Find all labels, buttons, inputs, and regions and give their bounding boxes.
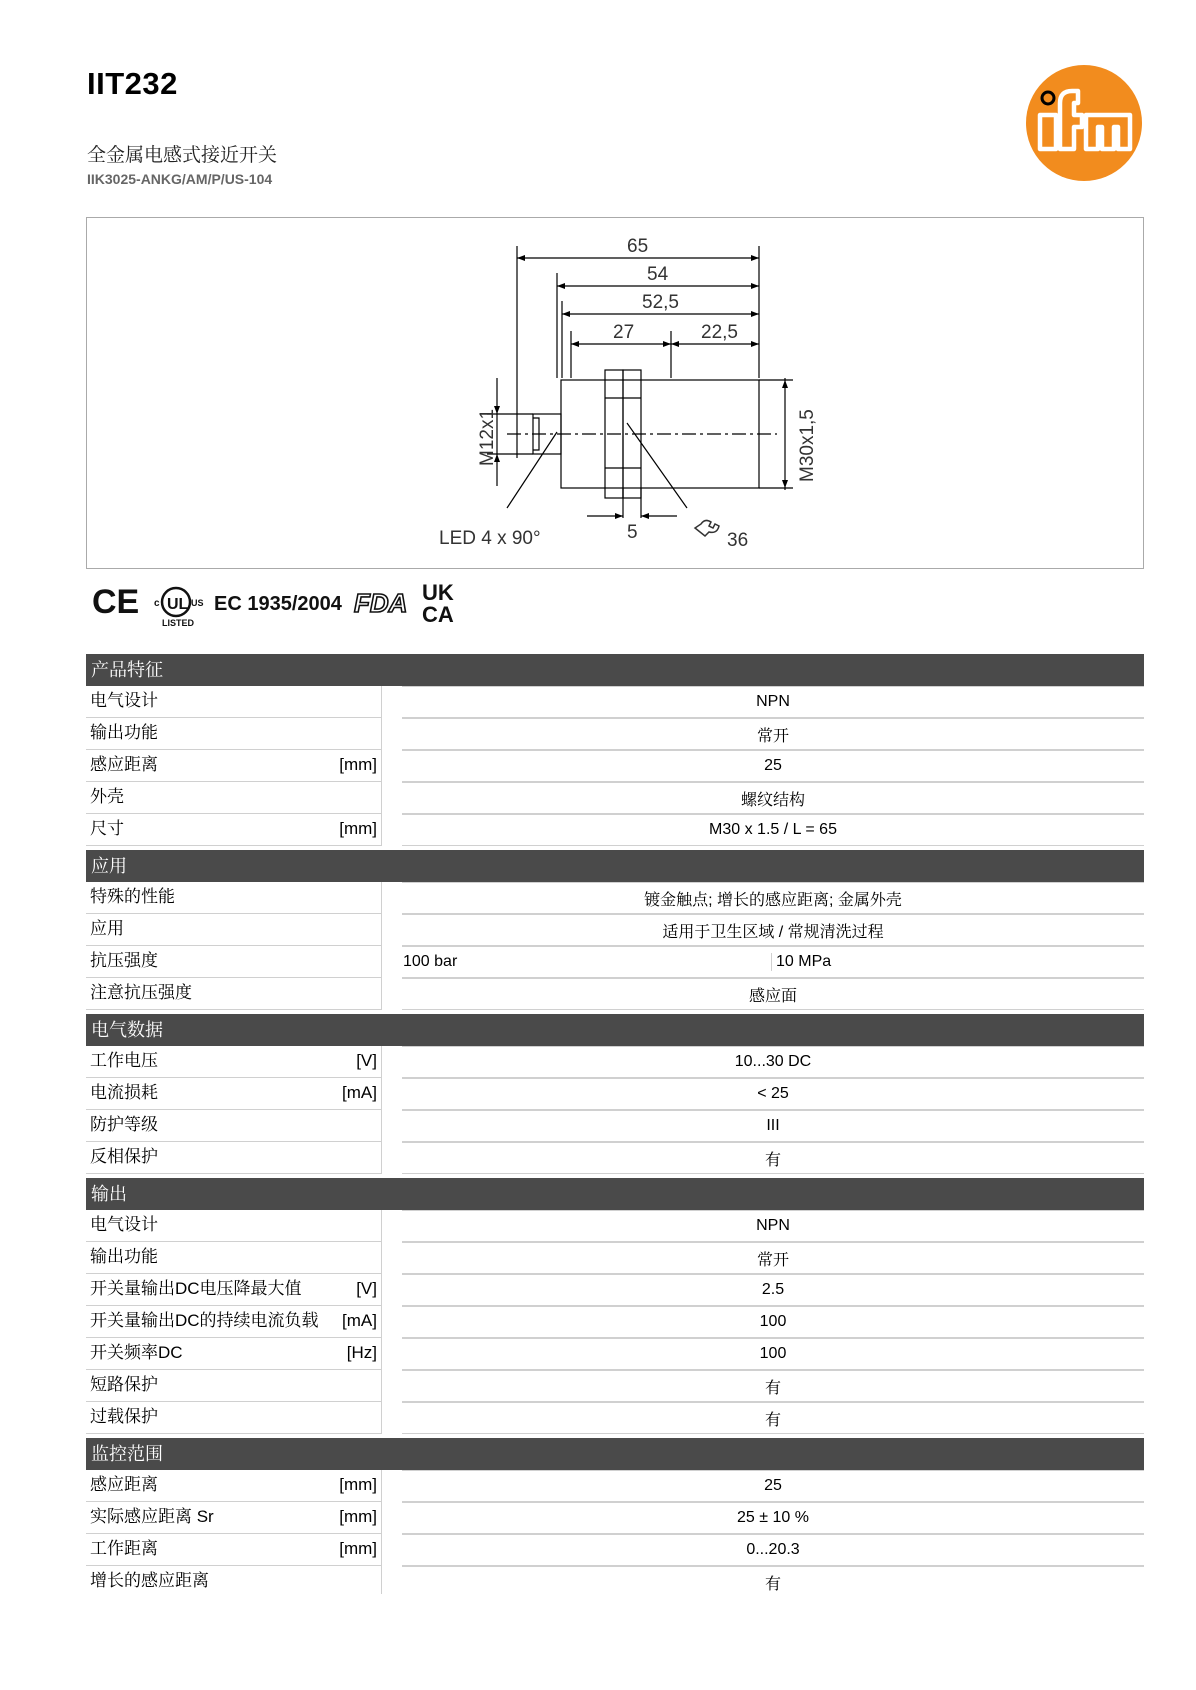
- spec-label-cell: [86, 1402, 382, 1434]
- spec-value-primary: 100 bar: [403, 953, 458, 970]
- spec-unit: [377, 686, 381, 717]
- spec-label: 感应距离: [90, 1475, 158, 1494]
- spec-label: 电气设计: [90, 1215, 158, 1234]
- spec-value: 螺纹结构: [402, 782, 1144, 814]
- spec-label-cell: [86, 718, 382, 750]
- spec-label-cell: [86, 814, 382, 846]
- led-label: LED 4 x 90°: [439, 528, 541, 549]
- spec-row: [86, 1210, 1144, 1242]
- svg-text:c: c: [154, 598, 160, 609]
- spec-unit: [V]: [356, 1051, 377, 1070]
- spec-value: 有: [402, 1402, 1144, 1434]
- spec-label-cell: [86, 1242, 382, 1274]
- spec-row: [86, 686, 1144, 718]
- spec-label-cell: [86, 882, 382, 914]
- thread-m12: M12x1: [477, 408, 498, 466]
- svg-text:FDA: FDA: [354, 588, 408, 618]
- spec-label-cell: [86, 1470, 382, 1502]
- spec-unit: [377, 1402, 381, 1433]
- spec-row: [86, 946, 1144, 978]
- spec-label-cell: [86, 782, 382, 814]
- spec-row: [86, 814, 1144, 846]
- product-subtitle: 全金属电感式接近开关: [87, 145, 278, 166]
- spec-unit: [377, 782, 381, 813]
- spec-row: [86, 1534, 1144, 1566]
- spec-value: III: [402, 1110, 1144, 1142]
- spec-value: 常开: [402, 718, 1144, 750]
- spec-label: 电流损耗: [90, 1083, 158, 1102]
- ukca-mark: [422, 580, 454, 627]
- spec-label: 输出功能: [90, 723, 158, 742]
- spec-row: [86, 1078, 1144, 1110]
- dim-22-5: 22,5: [701, 322, 738, 343]
- spec-label: 输出功能: [90, 1247, 158, 1266]
- spec-value: 0...20.3: [402, 1534, 1144, 1566]
- spec-value: 25: [402, 750, 1144, 782]
- spec-unit: [mm]: [339, 819, 377, 838]
- dim-5: 5: [627, 522, 638, 543]
- spec-row: [86, 1502, 1144, 1534]
- spec-row: [86, 978, 1144, 1010]
- spec-value: 2.5: [402, 1274, 1144, 1306]
- spec-label-cell: [86, 1306, 382, 1338]
- spec-label-cell: [86, 1534, 382, 1566]
- spec-value: 有: [402, 1142, 1144, 1174]
- spec-label: 开关频率DC: [90, 1343, 183, 1362]
- spec-value: < 25: [402, 1078, 1144, 1110]
- spec-label: 增长的感应距离: [90, 1571, 209, 1590]
- fda-mark: [354, 588, 407, 618]
- spec-value: NPN: [402, 686, 1144, 718]
- spec-unit: [V]: [356, 1279, 377, 1298]
- spec-row: [86, 1242, 1144, 1274]
- spec-label-cell: [86, 686, 382, 718]
- svg-text:US: US: [191, 598, 204, 608]
- spec-row: [86, 750, 1144, 782]
- spec-value-secondary: 10 MPa: [771, 953, 1144, 971]
- section-header: 监控范围: [86, 1438, 1144, 1470]
- spec-label-cell: [86, 914, 382, 946]
- spec-unit: [mA]: [342, 1311, 377, 1330]
- spec-row: [86, 1274, 1144, 1306]
- product-title: IIT232: [87, 66, 178, 101]
- spec-unit: [mm]: [339, 1475, 377, 1494]
- spec-unit: [377, 718, 381, 749]
- spec-label-cell: [86, 1046, 382, 1078]
- spec-value: [402, 946, 1144, 978]
- spec-label-cell: [86, 1370, 382, 1402]
- spec-value: 10...30 DC: [402, 1046, 1144, 1078]
- article-code: IIK3025-ANKG/AM/P/US-104: [87, 171, 273, 187]
- spec-value: 常开: [402, 1242, 1144, 1274]
- spec-label-cell: [86, 978, 382, 1010]
- wrench-size: 36: [727, 530, 749, 551]
- spec-row: [86, 718, 1144, 750]
- dim-52-5: 52,5: [642, 292, 679, 313]
- spec-unit: [mm]: [339, 1507, 377, 1526]
- spec-unit: [377, 1210, 381, 1241]
- spec-label-cell: [86, 1338, 382, 1370]
- spec-label: 抗压强度: [90, 951, 158, 970]
- spec-label: 电气设计: [90, 691, 158, 710]
- spec-label: 特殊的性能: [90, 887, 175, 906]
- spec-label: 过载保护: [90, 1407, 158, 1426]
- spec-label: 防护等级: [90, 1115, 158, 1134]
- spec-unit: [377, 978, 381, 1009]
- spec-unit: [377, 1566, 381, 1594]
- spec-row: [86, 1402, 1144, 1434]
- spec-value: NPN: [402, 1210, 1144, 1242]
- spec-label-cell: [86, 1566, 382, 1594]
- section-header: 应用: [86, 850, 1144, 882]
- spec-label: 应用: [90, 919, 124, 938]
- spec-row: [86, 782, 1144, 814]
- spec-unit: [377, 1142, 381, 1173]
- spec-row: [86, 1338, 1144, 1370]
- spec-label-cell: [86, 946, 382, 978]
- spec-unit: [377, 1110, 381, 1141]
- spec-row: [86, 1370, 1144, 1402]
- spec-label-cell: [86, 1078, 382, 1110]
- spec-label: 尺寸: [90, 819, 124, 838]
- spec-row: [86, 1566, 1144, 1594]
- spec-row: [86, 914, 1144, 946]
- dim-54: 54: [647, 264, 669, 285]
- svg-text:UK: UK: [422, 580, 454, 605]
- spec-value: 25: [402, 1470, 1144, 1502]
- spec-unit: [377, 1370, 381, 1401]
- dim-27: 27: [613, 322, 635, 343]
- spec-row: [86, 1046, 1144, 1078]
- thread-m30: M30x1,5: [797, 409, 818, 482]
- spec-label: 工作距离: [90, 1539, 158, 1558]
- spec-value: 100: [402, 1306, 1144, 1338]
- spec-label: 短路保护: [90, 1375, 158, 1394]
- ifm-logo: [1026, 65, 1142, 181]
- section-header: 产品特征: [86, 654, 1144, 686]
- spec-row: [86, 1470, 1144, 1502]
- spec-label: 实际感应距离 Sr: [90, 1507, 214, 1526]
- wrench-icon: [695, 520, 719, 536]
- spec-value: M30 x 1.5 / L = 65: [402, 814, 1144, 846]
- spec-value: 有: [402, 1566, 1144, 1594]
- spec-label: 外壳: [90, 787, 124, 806]
- spec-row: [86, 1142, 1144, 1174]
- spec-unit: [377, 946, 381, 977]
- spec-table: [86, 654, 1144, 1594]
- spec-unit: [377, 1242, 381, 1273]
- spec-label: 开关量输出DC的持续电流负载: [90, 1311, 319, 1330]
- spec-label-cell: [86, 1210, 382, 1242]
- spec-unit: [377, 914, 381, 945]
- ec-1935-mark: EC 1935/2004: [214, 593, 342, 615]
- spec-row: [86, 1306, 1144, 1338]
- spec-value: 25 ± 10 %: [402, 1502, 1144, 1534]
- certification-row: [92, 578, 492, 628]
- spec-label: 工作电压: [90, 1051, 158, 1070]
- spec-value: 适用于卫生区域 / 常规清洗过程: [402, 914, 1144, 946]
- spec-value: 镀金触点; 增长的感应距离; 金属外壳: [402, 882, 1144, 914]
- spec-unit: [mA]: [342, 1083, 377, 1102]
- svg-text:UL: UL: [167, 596, 189, 613]
- spec-label-cell: [86, 1142, 382, 1174]
- spec-unit: [Hz]: [346, 1343, 377, 1362]
- section-header: 输出: [86, 1178, 1144, 1210]
- spec-label-cell: [86, 1274, 382, 1306]
- spec-row: [86, 1110, 1144, 1142]
- svg-text:CA: CA: [422, 602, 454, 627]
- ce-mark: CE: [92, 583, 140, 621]
- spec-label-cell: [86, 1502, 382, 1534]
- spec-label-cell: [86, 1110, 382, 1142]
- section-header: 电气数据: [86, 1014, 1144, 1046]
- spec-row: [86, 882, 1144, 914]
- spec-value: 100: [402, 1338, 1144, 1370]
- spec-value: 感应面: [402, 978, 1144, 1010]
- spec-label: 开关量输出DC电压降最大值: [90, 1279, 302, 1298]
- dim-65: 65: [627, 236, 649, 257]
- spec-unit: [mm]: [339, 755, 377, 774]
- spec-unit: [377, 882, 381, 913]
- spec-label: 感应距离: [90, 755, 158, 774]
- spec-label: 反相保护: [90, 1147, 158, 1166]
- spec-value: 有: [402, 1370, 1144, 1402]
- spec-label: 注意抗压强度: [90, 983, 192, 1002]
- svg-text:LISTED: LISTED: [162, 618, 195, 628]
- spec-unit: [mm]: [339, 1539, 377, 1558]
- dimension-drawing: [86, 217, 1144, 569]
- spec-label-cell: [86, 750, 382, 782]
- svg-text:c UL us LISTED: c UL us LISTED: [92, 578, 100, 579]
